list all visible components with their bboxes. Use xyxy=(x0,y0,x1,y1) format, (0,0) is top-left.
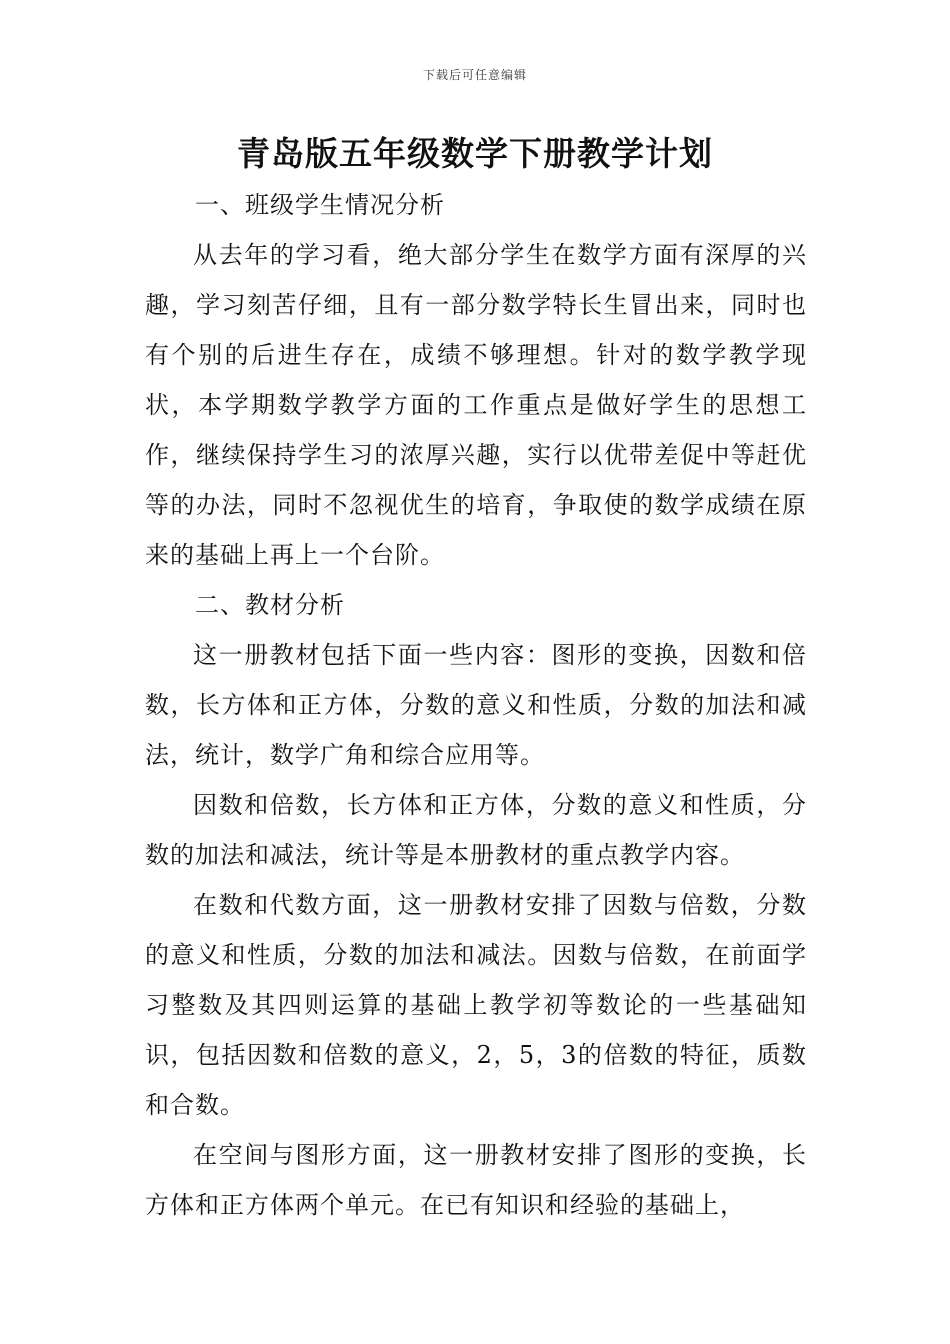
section-class-analysis xyxy=(145,180,807,580)
section-heading: 一、班级学生情况分析 xyxy=(195,191,445,219)
paragraph: 这一册教材包括下面一些内容：图形的变换，因数和倍数，长方体和正方体，分数的意义和性质，分数的加法和减法，统计，数学广角和综合应用等。 xyxy=(145,641,807,769)
document-body xyxy=(145,180,807,1230)
paragraph: 在空间与图形方面，这一册教材安排了图形的变换，长方体和正方体两个单元。在已有知识和经验的基础上， xyxy=(145,1141,807,1219)
paragraph: 在数和代数方面，这一册教材安排了因数与倍数，分数的意义和性质，分数的加法和减法。因数与倍数，在前面学习整数及其四则运算的基础上教学初等数论的一些基础知识，包括因数和倍数的意义，2，5，3的倍数的特征，质数和合数。 xyxy=(145,891,807,1119)
header-note: 下载后可任意编辑 xyxy=(422,68,527,82)
paragraph: 从去年的学习看，绝大部分学生在数学方面有深厚的兴趣，学习刻苦仔细，且有一部分数学特长生冒出来，同时也有个别的后进生存在，成绩不够理想。针对的数学教学现状，本学期数学教学方面的工作重点是做好学生的思想工作，继续保持学生习的浓厚兴趣，实行以优带差促中等赶优等的办法，同时不忽视优生的培育，争取使的数学成绩在原来的基础上再上一个台阶。 xyxy=(145,241,807,569)
paragraph: 因数和倍数，长方体和正方体，分数的意义和性质，分数的加法和减法，统计等是本册教材的重点教学内容。 xyxy=(145,791,807,869)
section-textbook-analysis xyxy=(145,580,807,1230)
document-title: 青岛版五年级数学下册教学计划 xyxy=(237,134,713,173)
section-heading: 二、教材分析 xyxy=(195,591,345,619)
